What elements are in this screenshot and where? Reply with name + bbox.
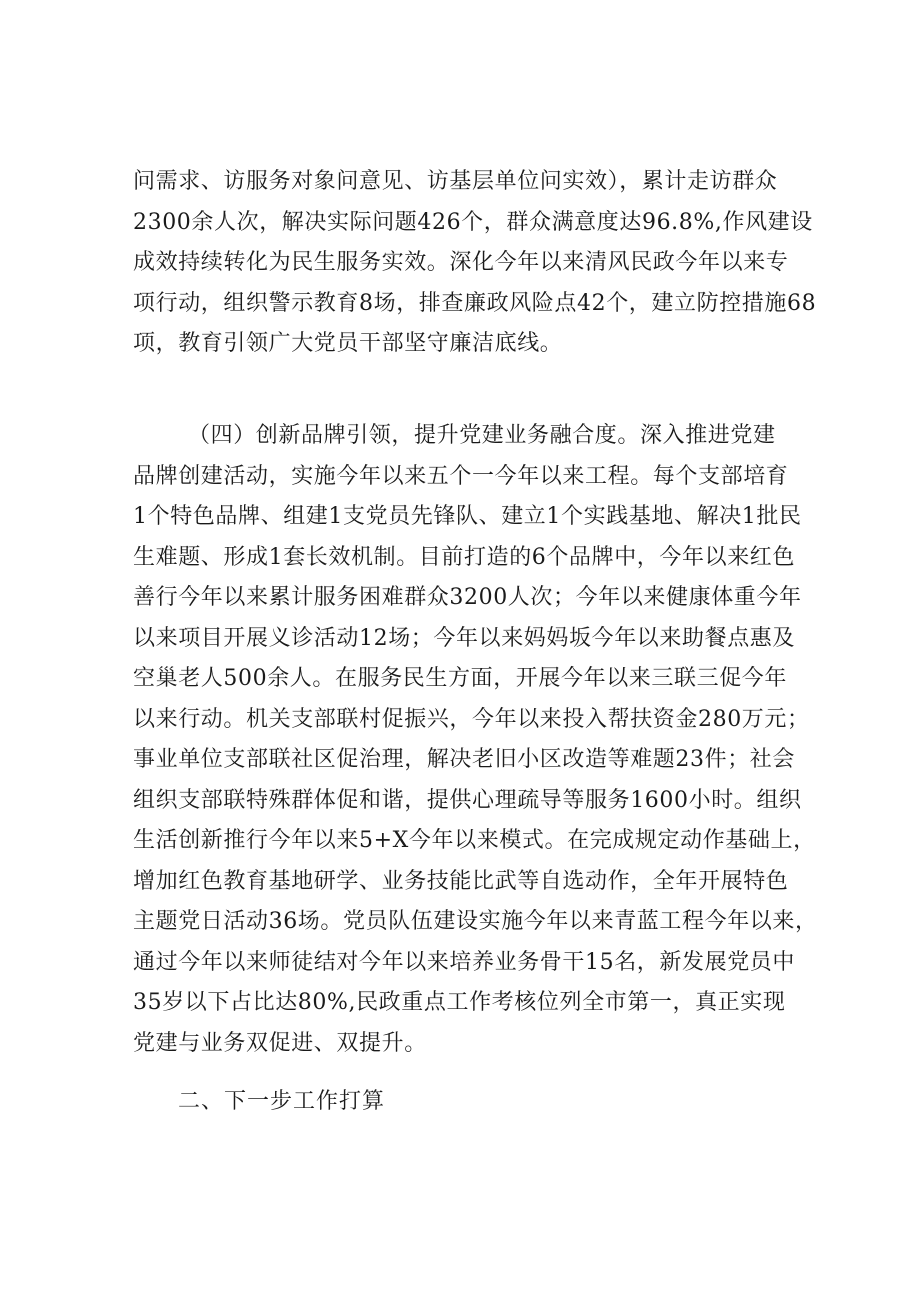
text-line: 成效持续转化为民生服务实效。深化今年以来清风民政今年以来专 — [133, 250, 789, 275]
text-line: 空巢老人500余人。在服务民生方面，开展今年以来三联三促今年 — [133, 666, 787, 691]
text-line: 通过今年以来师徒结对今年以来培养业务骨干15名，新发展党员中 — [133, 949, 795, 975]
text-line: 生难题、形成1套长效机制。目前打造的6个品牌中，今年以来红色 — [133, 544, 795, 570]
text-line: 生活创新推行今年以来5+X今年以来模式。在完成规定动作基础上， — [133, 828, 816, 853]
text-line: 党建与业务双促进、双提升。 — [133, 1030, 427, 1056]
text-line: 善行今年以来累计服务困难群众3200人次；今年以来健康体重今年 — [133, 585, 802, 610]
text-line: 问需求、访服务对象问意见、访基层单位问实效），累计走访群众 — [133, 169, 778, 194]
text-line: 2300余人次，解决实际问题426个，群众满意度达96.8%,作风建设 — [133, 209, 813, 235]
paragraph-2 — [133, 416, 818, 1064]
text-line: 1个特色品牌、组建1支党员先锋队、建立1个实践基地、解决1批民 — [133, 504, 802, 529]
section-heading: 二、下一步工作打算 — [178, 1089, 386, 1114]
text-line: 组织支部联特殊群体促和谐，提供心理疏导等服务1600小时。组织 — [133, 787, 802, 813]
text-line: 项，教育引领广大党员干部坚守廉洁底线。 — [133, 331, 563, 356]
text-line: （四）创新品牌引领，提升党建业务融合度。深入推进党建 — [188, 423, 776, 448]
paragraph-1 — [133, 162, 817, 365]
text-line: 增加红色教育基地研学、业务技能比武等自选动作，全年开展特色 — [133, 868, 789, 894]
text-line: 事业单位支部联社区促治理，解决老旧小区改造等难题23件；社会 — [133, 747, 795, 772]
text-line: 以来行动。机关支部联村促振兴，今年以来投入帮扶资金280万元； — [133, 706, 810, 732]
text-line: 以来项目开展义诊活动12场；今年以来妈妈坂今年以来助餐点惠及 — [133, 625, 795, 651]
text-line: 35岁以下占比达80%,民政重点工作考核位列全市第一，真正实现 — [133, 990, 786, 1015]
text-line: 主题党日活动36场。党员队伍建设实施今年以来青蓝工程今年以来， — [133, 909, 818, 934]
text-line: 品牌创建活动，实施今年以来五个一今年以来工程。每个支部培育 — [133, 463, 789, 489]
text-line: 项行动，组织警示教育8场，排查廉政风险点42个，建立防控措施68 — [133, 290, 817, 316]
